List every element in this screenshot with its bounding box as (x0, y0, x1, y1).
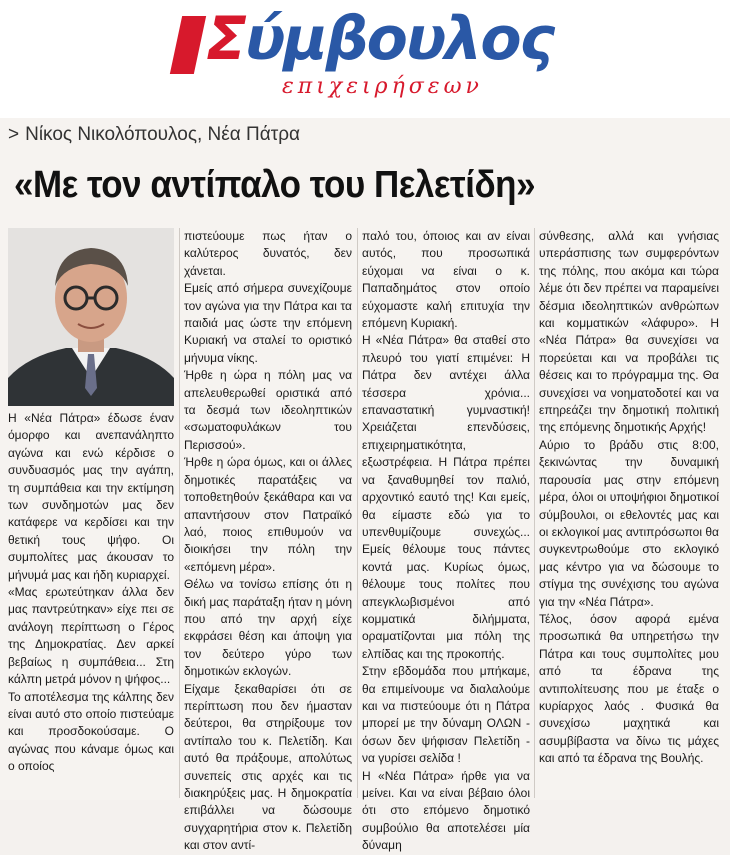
column-rule (534, 228, 535, 798)
byline (8, 124, 300, 146)
byline-arrow-icon: > (8, 124, 20, 145)
headline: «Με τον αντίπαλο του Πελετίδη» (14, 164, 536, 206)
article-column-1 (8, 410, 174, 776)
paragraph: Ήρθε η ώρα όμως, και οι άλλες δημοτικές παρατάξεις να τοποθετηθούν ξεκάθαρα και να απαντήσουν στον Πατραϊκό λαό, ποιος επιθυμούν να διοικήσει την πόλη την «επόμενη μέρα». (184, 455, 352, 574)
paragraph: Είχαμε ξεκαθαρίσει ότι σε περίπτωση που δεν ήμασταν δεύτεροι, θα στηρίξουμε τον αντίπαλο του κ. Πελετίδη. Και αυτό θα πράξουμε, απολύτως συνεπείς στις αρχές και τις διακηρύξεις μας. Η δημοκρατία επιβάλλει να δώσουμε συγχαρητήρια στον κ. Πελετίδη και στον αντί- (184, 681, 352, 853)
article-column-3 (362, 228, 530, 855)
masthead (0, 0, 730, 118)
logo-wordmark (206, 4, 553, 74)
paragraph: Εμείς από σήμερα συνεχίζουμε τον αγώνα για την Πάτρα και τα παιδιά μας ώστε την επόμενη Κυριακή να σταλεί το οριστικό μήνυμα νίκης. (184, 281, 352, 365)
logo-subtitle: επιχειρήσεων (282, 74, 483, 99)
logo-rest: ύμβουλος (245, 4, 554, 74)
article-column-4 (539, 228, 719, 768)
column-rule (357, 228, 358, 798)
paragraph: Στην εβδομάδα που μπήκαμε, θα επιμείνουμε να διαλαλούμε και να πιστεύουμε ότι η Πάτρα μπορεί με την δύναμη ΟΛΩΝ - όσων δεν ψήφισαν Πελετίδη - να γυρίσει σελίδα ! (362, 664, 530, 766)
paragraph: Αύριο το βράδυ στις 8:00, ξεκινώντας την δυναμική παρουσία μας στην επόμενη μέρα, όλοι οι υποψήφιοι δημοτικοί σύμβουλοι, οι εθελοντές μας και οι εκλογικοί μας αντιπρόσωποι θα συγκεντρωθούμε στο εκλογικό μας κέντρο για να δώσουμε το στίγμα της συνέχισης του αγώνα για την «Νέα Πάτρα». (539, 437, 719, 609)
paragraph: Τέλος, όσον αφορά εμένα προσωπικά θα υπηρετήσω την Πάτρα και τους συμπολίτες μου από τα έδρανα της αντιπολίτευσης που με έταξε ο κυρίαρχος λαός . Φυσικά θα συνεχίσω μαχητικά και ασυμβίβαστα να δίνω τις μάχες και από τα έδρανα της Βουλής. (539, 611, 719, 766)
paragraph: Θέλω να τονίσω επίσης ότι η δική μας παράταξη ήταν η μόνη που από την αρχή είχε εκφράσει θέση και άποψη για τον δεύτερο γύρο των δημοτικών εκλογών. (184, 577, 352, 679)
column-rule (179, 228, 180, 798)
logo-bar-icon (170, 16, 206, 74)
logo (176, 4, 556, 106)
paragraph: σύνθεσης, αλλά και γνήσιας υπεράσπισης των συμφερόντων της πόλης, που ακόμα και τώρα λέμε ότι δεν πρέπει να παραμείνει δέσμια ιδεοληπτικών ανθρώπων και κομματικών «λάφυρο». Η «Νέα Πάτρα» θα συνεχίσει να πορεύεται και να προβάλει τις θέσεις και το πρόγραμμα της. Θα συνεχίσει να νοηματοδοτεί και να επηρεάζει την δημοτική πολιτική της επόμενης δημοτικής Αρχής! (539, 229, 719, 435)
paragraph: Ήρθε η ώρα η πόλη μας να απελευθερωθεί οριστικά από τα δεσμά των ιδεοληπτικών «σωματοφυλάκων του Περισσού». (184, 368, 352, 452)
logo-first-letter: Σ (206, 4, 245, 74)
article-column-2 (184, 228, 352, 855)
author-photo (8, 228, 174, 406)
portrait-image-icon (8, 228, 174, 406)
paragraph: Η «Νέα Πάτρα» ήρθε για να μείνει. Και να είναι βέβαιο όλοι ότι στο επόμενο δημοτικό συμβούλιο θα αποτελέσει μία δύναμη (362, 768, 530, 853)
paragraph: Το αποτέλεσμα της κάλπης δεν είναι αυτό στο οποίο πιστεύαμε και προσδοκούσαμε. Ο αγώνας που κάναμε όμως και ο οποίος (8, 689, 174, 774)
byline-text: Νίκος Νικολόπουλος, Νέα Πάτρα (25, 124, 300, 145)
paragraph: Η «Νέα Πάτρα» θα σταθεί στο πλευρό του γιατί επιμένει: Η Πάτρα δεν αντέχει άλλα τέσσερα χρόνια... επαναστατική γυμναστική! Χρειάζεται επενδύσεις, επιχειρηματικότητα, εξωστρέφεια. Η Πάτρα πρέπει να ξαναθυμηθεί τον παλιό, αρχοντικό εαυτό της! Και εμείς, θα είμαστε εδώ για το υπενθυμίζουμε συνεχώς... Εμείς θέλουμε τους πάντες κοντά μας. Κυρίως όμως, θέλουμε τους πολίτες που απεγκλωβισμένοι από κομματικά διλήμματα, οραματίζονται μια πόλη της ελπίδας και της προκοπής. (362, 333, 530, 661)
paragraph: «Μας ερωτεύτηκαν άλλα δεν μας παντρεύτηκαν» είχε πει σε ανάλογη περίπτωση ο Γέρος της Δημοκρατίας. Δεν αρκεί βεβαίως η συμπάθεια... Στη κάλπη μετρά μόνον η ψήφος... (8, 585, 174, 687)
paragraph: παλό του, όποιος και αν είναι αυτός, που προσωπικά εύχομαι να είναι ο κ. Παπαδημάτος στον οποίο εύχομαστε καλή επιτυχία την επόμενη Κυριακή. (362, 229, 530, 331)
paragraph: πιστεύουμε πως ήταν ο καλύτερος δυνατός, δεν χάνεται. (184, 229, 352, 278)
paragraph: Η «Νέα Πάτρα» έδωσε έναν όμορφο και ανεπανάληπτο αγώνα και ενώ κέρδισε ο συνδυασμός μας την αγάπη, τη συμπάθεια και την εκτίμηση των συνδημοτών μας δεν κατάφερε να κερδίσει και την θετική τους ψήφο. Οι συμπολίτες μας άκουσαν το μήνυμά μας και ήδη κυριαρχεί. (8, 411, 174, 582)
